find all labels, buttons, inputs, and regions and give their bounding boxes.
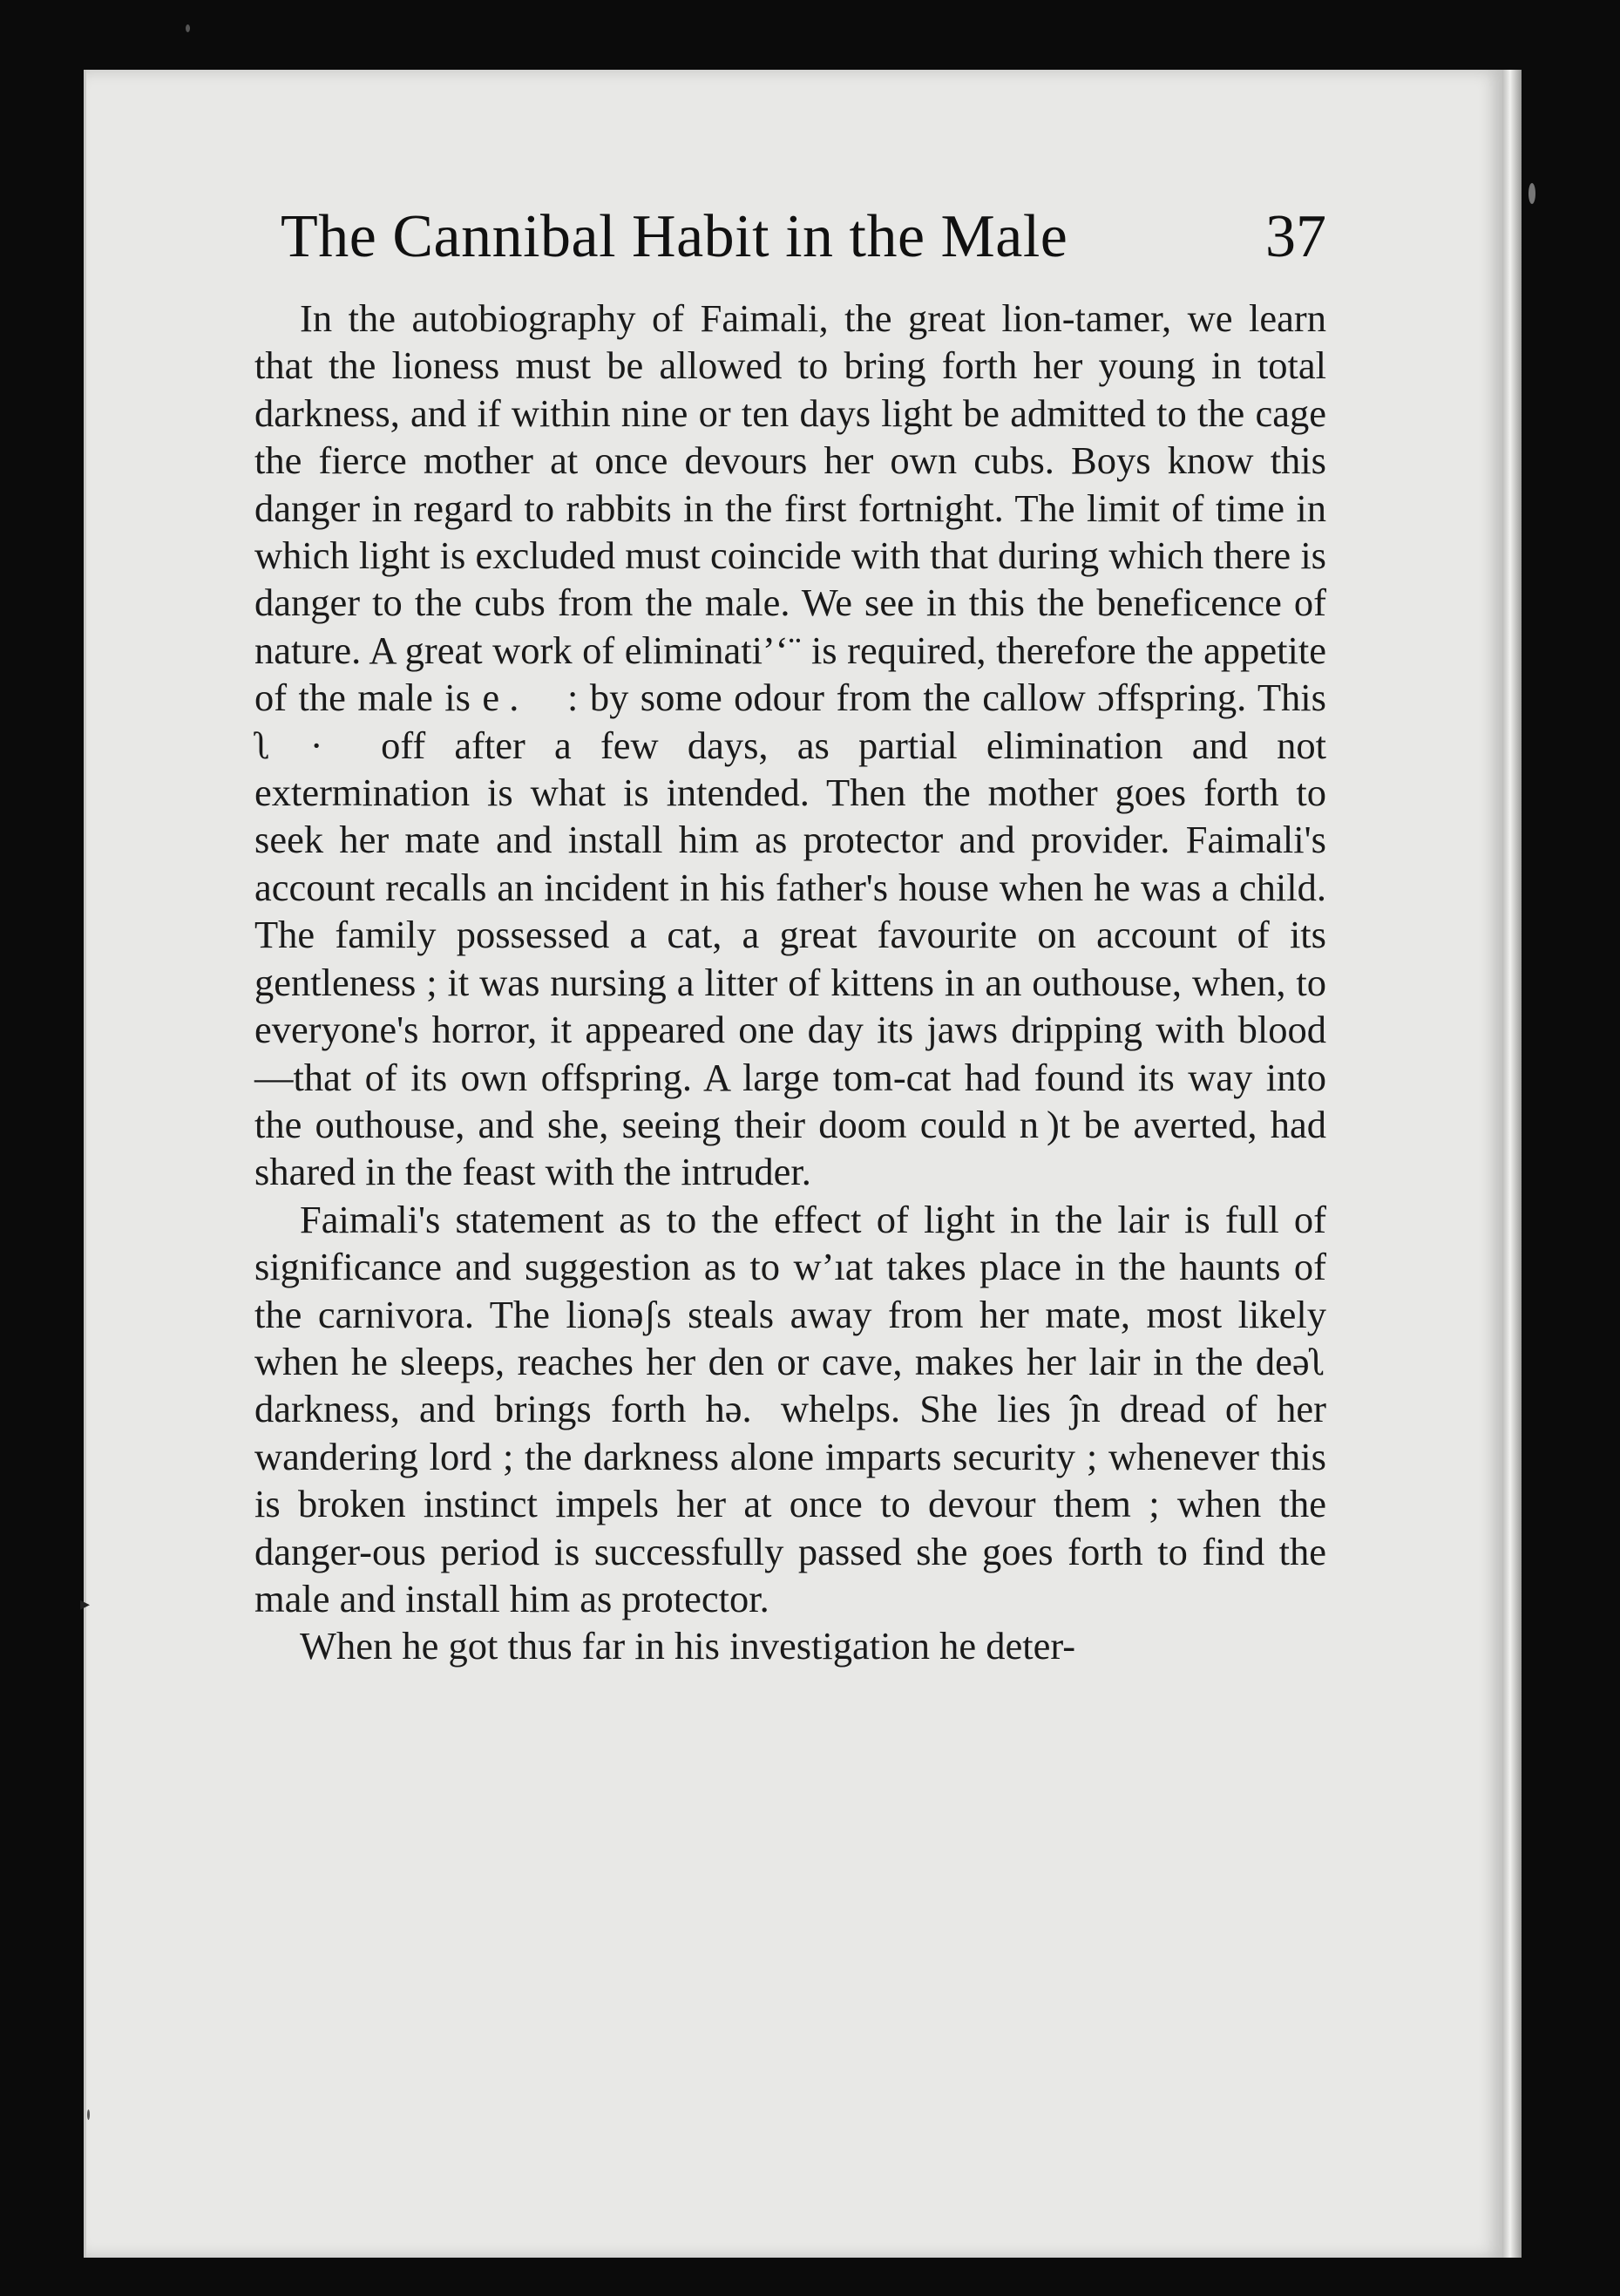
running-title: The Cannibal Habit in the Male [281,203,1068,270]
scan-speck [186,24,190,32]
page-number: 37 [1265,203,1326,270]
paragraph-2: Faimali's statement as to the effect of light in the lair is full of significance and suggestion as to w’ıat takes place in the haunts of the carnivora. The lionəʃs steals away from her mate, most likely when he sleeps, reaches her den or cave, makes her lair in the deəʅ darkness, and brings forth hə. whelps. She lies ĵn dread of her wandering lord ; the darkness alone imparts security ; whenever this is broken instinct impels her at once to devour them ; when the danger-ous period is successfully passed she goes forth to find the male and install him as protector. [254,1197,1326,1620]
page-header [281,202,1326,272]
scan-speck [87,2109,90,2120]
paragraph-3: When he got thus far in his investigation he deter- [300,1624,1076,1668]
body-text [254,295,1326,1670]
gutter-line [84,70,86,2258]
paragraph-1: In the autobiography of Faimali, the great lion-tamer, we learn that the lioness must be allowed to bring forth her young in total darkness, and if within nine or ten days light be admitted to the cage the fierce mother at once devours her own cubs. Boys know this danger in regard to rabbits in the first fortnight. The limit of time in which light is excluded must coincide with that during which there is danger to the cubs from the male. We see in this the beneficence of nature. A great work of eliminati’‘¨ is required, therefore the appetite of the male is e . : by some odour from the callow ɔffspring. This ʅ · off after a few days, as partial elimination and not extermination is what is intended. Then the mother goes forth to seek her mate and install him as protector and provider. Faimali's account recalls an incident in his father's house when he was a child. The family possessed a cat, a great favourite on account of its gentleness ; it was nursing a litter of kittens in an outhouse, when, to everyone's horror, it appeared one day its jaws dripping with blood—that of its own offspring. A large tom-cat had found its way into the outhouse, and she, seeing their doom could n )t be averted, had shared in the feast with the intruder. [254,296,1326,1194]
margin-mark: ▸ [80,1593,91,1614]
scan-speck [1528,183,1535,204]
page-edge [1502,70,1522,2258]
